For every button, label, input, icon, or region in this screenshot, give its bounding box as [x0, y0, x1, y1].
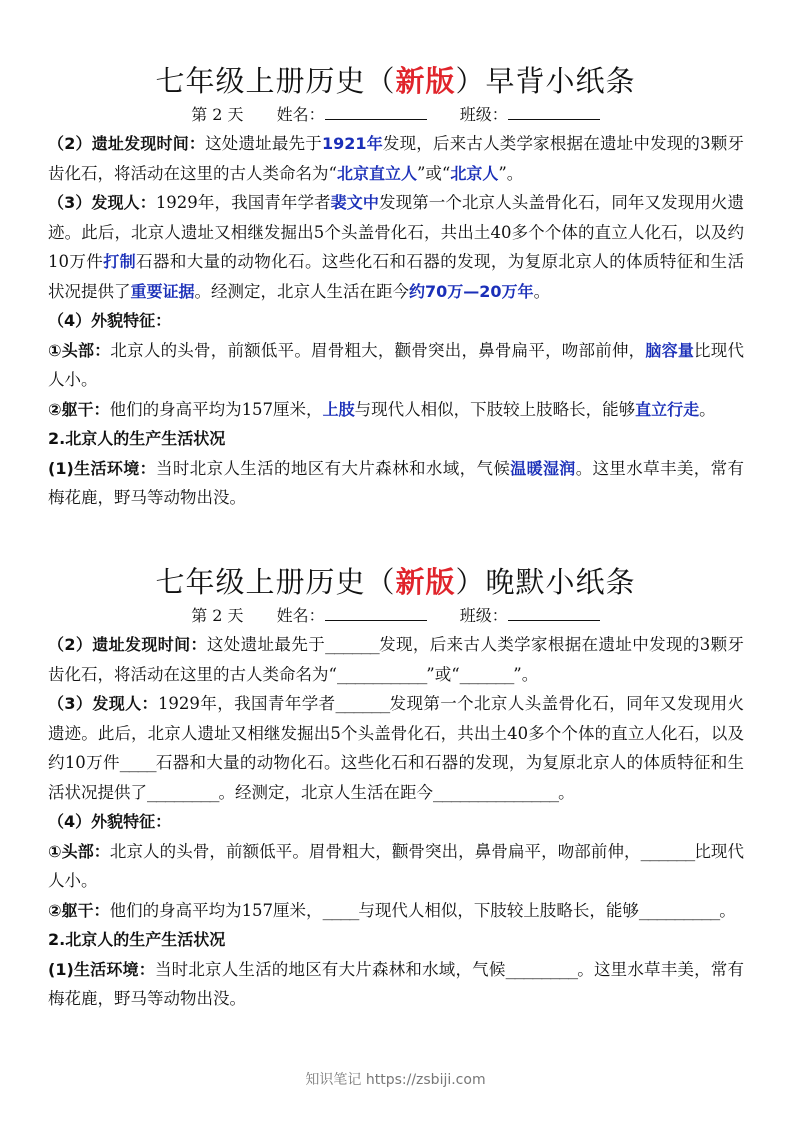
- name-blank[interactable]: [325, 105, 427, 120]
- section-heading-production-life: 2.北京人的生产生活状况: [48, 429, 226, 448]
- class-label: 班级：: [459, 105, 508, 124]
- paragraph-discoverer: （3）发现人：1929年，我国青年学者裴文中发现第一个北京人头盖骨化石，同年又发现用火遗迹。此后，北京人遗址又相继发掘出5个头盖骨化石，共出土40多个个体的直立人化石，以及约10万件打制石器和大量的动物化石。这些化石和石器的发现，为复原北京人的体质特征和生活状况提供了重要证据。经测定，北京人生活在距今约70万—20万年。: [48, 193, 745, 301]
- fill-blank[interactable]: ____: [322, 900, 359, 920]
- paragraph-torso: ②躯干：他们的身高平均为157厘米，____与现代人相似，下肢较上肢略长，能够_________。: [48, 900, 736, 920]
- fill-blank[interactable]: _________: [638, 900, 720, 920]
- footer-watermark: 知识笔记 https://zsbiji.com: [305, 1072, 486, 1088]
- evening-title: [0, 565, 791, 599]
- fill-blank[interactable]: ____: [119, 753, 156, 772]
- morning-body: [48, 129, 744, 513]
- fill-blank[interactable]: ________: [147, 782, 219, 802]
- class-label: 班级：: [459, 606, 508, 625]
- fill-blank[interactable]: ______: [335, 694, 390, 713]
- class-blank[interactable]: [508, 105, 600, 120]
- title-highlight: 新版: [395, 565, 456, 599]
- title-suffix: ）早背小纸条: [455, 64, 636, 98]
- fill-blank[interactable]: __________: [336, 664, 427, 684]
- title-highlight: 新版: [395, 64, 456, 98]
- paragraph-head: ①头部：北京人的头骨，前额低平。眉骨粗大，颧骨突出，鼻骨扁平，吻部前伸，______比现代人小。: [48, 841, 744, 890]
- fill-blank[interactable]: ______: [640, 841, 695, 861]
- fill-blank[interactable]: ______: [325, 635, 379, 654]
- morning-title: [0, 64, 791, 98]
- evening-meta-line: [0, 606, 791, 626]
- paragraph-torso: ②躯干：他们的身高平均为157厘米，上肢与现代人相似，下肢较上肢略长，能够直立行走。: [48, 399, 716, 419]
- fill-blank[interactable]: ______: [459, 664, 514, 684]
- day-label: 第 2 天: [191, 606, 244, 625]
- paragraph-appearance-heading: （4）外貌特征：: [48, 311, 172, 330]
- paragraph-environment: (1)生活环境：当时北京人生活的地区有大片森林和水域，气候________。这里水草丰美，常有梅花鹿，野马等动物出没。: [48, 959, 745, 1008]
- morning-meta-line: [0, 105, 791, 125]
- day-label: 第 2 天: [191, 105, 244, 124]
- evening-body: [48, 630, 744, 1014]
- paragraph-environment: (1)生活环境：当时北京人生活的地区有大片森林和水域，气候温暖湿润。这里水草丰美，常有梅花鹿，野马等动物出没。: [48, 458, 744, 507]
- title-suffix: ）晚默小纸条: [455, 565, 636, 599]
- name-label: 姓名：: [276, 105, 325, 124]
- title-prefix: 七年级上册历史（: [155, 64, 396, 98]
- title-prefix: 七年级上册历史（: [155, 565, 396, 599]
- paragraph-site-discovery: （2）遗址发现时间：这处遗址最先于1921年发现，后来古人类学家根据在遗址中发现的3颗牙齿化石，将活动在这里的古人类命名为“北京直立人”或“北京人”。: [48, 134, 745, 183]
- name-blank[interactable]: [325, 606, 427, 621]
- paragraph-head: ①头部：北京人的头骨，前额低平。眉骨粗大，颧骨突出，鼻骨扁平，吻部前伸，脑容量比现代人小。: [48, 340, 744, 389]
- paragraph-appearance-heading: （4）外貌特征：: [48, 812, 172, 831]
- name-label: 姓名：: [276, 606, 325, 625]
- fill-blank[interactable]: ______________: [432, 782, 559, 802]
- paragraph-discoverer: （3）发现人：1929年，我国青年学者______发现第一个北京人头盖骨化石，同年又发现用火遗迹。此后，北京人遗址又相继发掘出5个头盖骨化石，共出土40多个个体的直立人化石，以及约10万件____石器和大量的动物化石。这些化石和石器的发现，为复原北京人的体质特征和生活状况提供了________。经测定，北京人生活在距今______________。: [48, 694, 745, 802]
- section-heading-production-life: 2.北京人的生产生活状况: [48, 930, 226, 949]
- fill-blank[interactable]: ________: [505, 959, 578, 979]
- class-blank[interactable]: [508, 606, 600, 621]
- paragraph-site-discovery: （2）遗址发现时间：这处遗址最先于______发现，后来古人类学家根据在遗址中发现的3颗牙齿化石，将活动在这里的古人类命名为“__________”或“______”。: [48, 635, 745, 684]
